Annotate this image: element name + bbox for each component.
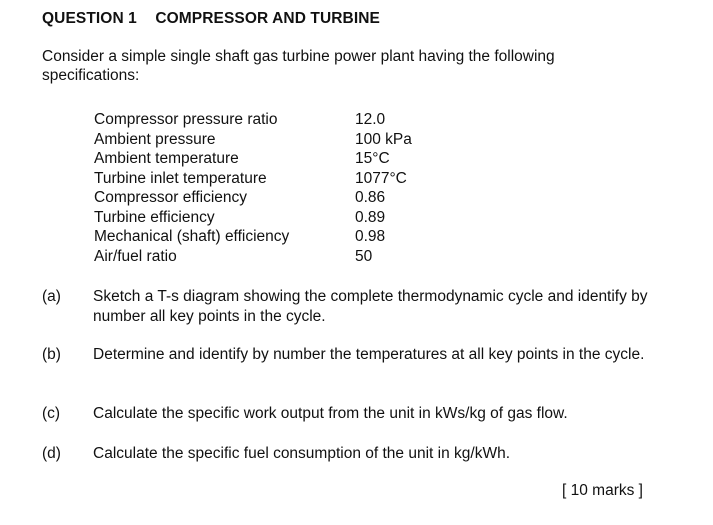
question-part-a [42, 287, 702, 327]
spec-label: Turbine efficiency [94, 208, 215, 226]
question-intro: Consider a simple single shaft gas turbine power plant having the following specifications: [42, 48, 555, 84]
part-letter: (d) [42, 445, 61, 462]
spec-label: Turbine inlet temperature [94, 169, 267, 187]
spec-label: Compressor pressure ratio [94, 111, 278, 128]
marks-label: [ 10 marks ] [562, 482, 643, 499]
spec-value: 12.0 [355, 111, 386, 128]
part-text: Calculate the specific fuel consumption of the unit in kg/kWh. [93, 445, 510, 462]
spec-row [94, 149, 412, 169]
part-text: Calculate the specific work output from the unit in kWs/kg of gas flow. [93, 405, 568, 422]
question-part-c [42, 404, 702, 424]
spec-row [94, 110, 412, 130]
question-part-d [42, 444, 702, 464]
spec-label: Mechanical (shaft) efficiency [94, 228, 290, 245]
spec-row [94, 169, 412, 189]
specifications-list [94, 110, 412, 266]
spec-row [94, 247, 412, 267]
spec-value: 15°C [355, 150, 390, 167]
question-title: COMPRESSOR AND TURBINE [155, 10, 380, 27]
spec-row [94, 208, 412, 228]
question-part-b [42, 345, 702, 385]
part-letter: (c) [42, 405, 61, 422]
spec-label: Ambient temperature [94, 150, 239, 167]
spec-label: Air/fuel ratio [94, 247, 177, 265]
part-letter: (b) [42, 346, 61, 363]
spec-row [94, 130, 412, 150]
spec-value: 1077°C [355, 169, 407, 187]
spec-row [94, 188, 412, 208]
spec-value: 0.89 [355, 208, 386, 226]
spec-row [94, 227, 412, 247]
part-text: Sketch a T-s diagram showing the complete thermodynamic cycle and identify by number all key points in the cycle. [93, 288, 648, 325]
spec-label: Ambient pressure [94, 130, 216, 148]
part-text: Determine and identify by number the temperatures at all key points in the cycle. [93, 346, 645, 363]
spec-value: 50 [355, 247, 373, 265]
spec-value: 100 kPa [355, 130, 412, 148]
spec-value: 0.86 [355, 189, 386, 206]
question-heading [42, 10, 380, 28]
part-letter: (a) [42, 288, 61, 305]
spec-label: Compressor efficiency [94, 189, 248, 206]
spec-value: 0.98 [355, 228, 386, 245]
question-number: QUESTION 1 [42, 10, 137, 27]
